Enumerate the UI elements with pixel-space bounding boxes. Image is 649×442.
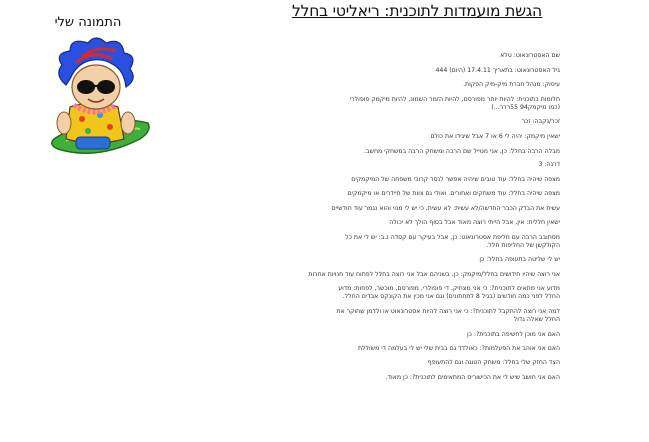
form-field-line: מצפה שיהיה בחלל: עוד טובים שיהיה אפשר לנסר קרובי משפחה של המיקמקים: [351, 176, 560, 183]
picture-caption: התמונה שלי: [54, 15, 122, 30]
form-field-line: מדוע אני מתאים לתוכנית?: כי אני מצחיק, די פופולרי, מפורסם, מוכשר, לפחות: מדוע החלל לפני כמה חודשים (בגיל 8 לתחתונים) וגם אני מכין את הקונקס אבדים החלל.: [338, 285, 560, 300]
form-field-line: למה אני רוצה להתקבל לתוכנית?: כי אני רוצה להיות אסטרונאוט או ולדמן שחוקר את החלל שאלה גדול: [336, 308, 560, 323]
page-title: הגשת מועמדות לתוכנית: ריאליטי בחלל: [291, 2, 542, 20]
avatar-illustration: [36, 35, 154, 163]
form-field-line: האם אני מוכן לחשיפה בתוכנית?: כן: [466, 331, 560, 338]
form-field-line: עשית את הבדק הכבר החדשה/לא עשית: לא עשית, כי יש לי מנוי והוא נגמר עוד חודשיים: [331, 205, 560, 212]
form-field-line: שם האסטרונאוט: טלא: [500, 52, 560, 59]
form-field-line: מצפה שיהיה בחלל: עוד משחקים ואחורים. ואולי גם צוות של חיידרים או מיקמקים: [347, 190, 560, 197]
form-field-line: האם אני אוהב את הפעלמות?: כאולדד גם בבית שלי יש לי בעלמה די משוללת: [357, 345, 560, 352]
form-field-line: יש לי שליטה בתעופה בחלל: כן: [479, 256, 560, 263]
form-field-line: גיל האסטרונאוט: בתאריך 17.4.11 (היום) 444: [435, 67, 560, 74]
form-field-line: חלומות בתוכנית: להיות יותר מפורסם, להיות הזמר השמונ, להיות מיקמק פופולרי (כמו מיקמק94 55ררר...): [349, 96, 560, 111]
form-field-line: ישאין מיקמק: יהיה לי 6 או 7 אבל שיגידו את כולם: [430, 133, 560, 140]
form-field-line: ישאין חללית: אין, אבל הייתי רוצה מאוד אבל בסוף הולך לא יכולה: [389, 219, 560, 226]
form-field-line: אני רוצה שיהיו חידושים בחלל/מיקמק: כן, בשניהם אבל אני רוצה בחלל לפתוח עוד חנויות אחרות: [308, 271, 560, 278]
form-field-line: עיסוק: מנהל חברת מיק-מיק הפקות.: [463, 81, 560, 88]
form-field-line: מבלה הרבה בחלל: כן, אני מטייל שם הרבה ומשחק הרבה במשחקי מחשב.: [364, 148, 560, 155]
form-field-line: זכר/נקבה: זכר: [521, 118, 560, 125]
form-field-line: האם אני חושב שיש לי את הכישורים המתאימים לתוכנית?: כן מאוד.: [385, 374, 560, 381]
form-field-line: הצד החזק שלי בחלל: משחק הטוגה וגם להתעופף: [427, 359, 560, 366]
form-field-line: דרגה: 3: [538, 161, 560, 168]
form-field-line: מסתובב הרבה עם חליפת אסטרונאוט: כן, אבל בעיקר עם קסדה נ.ב: יש לי את כל הקולקשן של החליפות חלל.: [345, 234, 560, 249]
